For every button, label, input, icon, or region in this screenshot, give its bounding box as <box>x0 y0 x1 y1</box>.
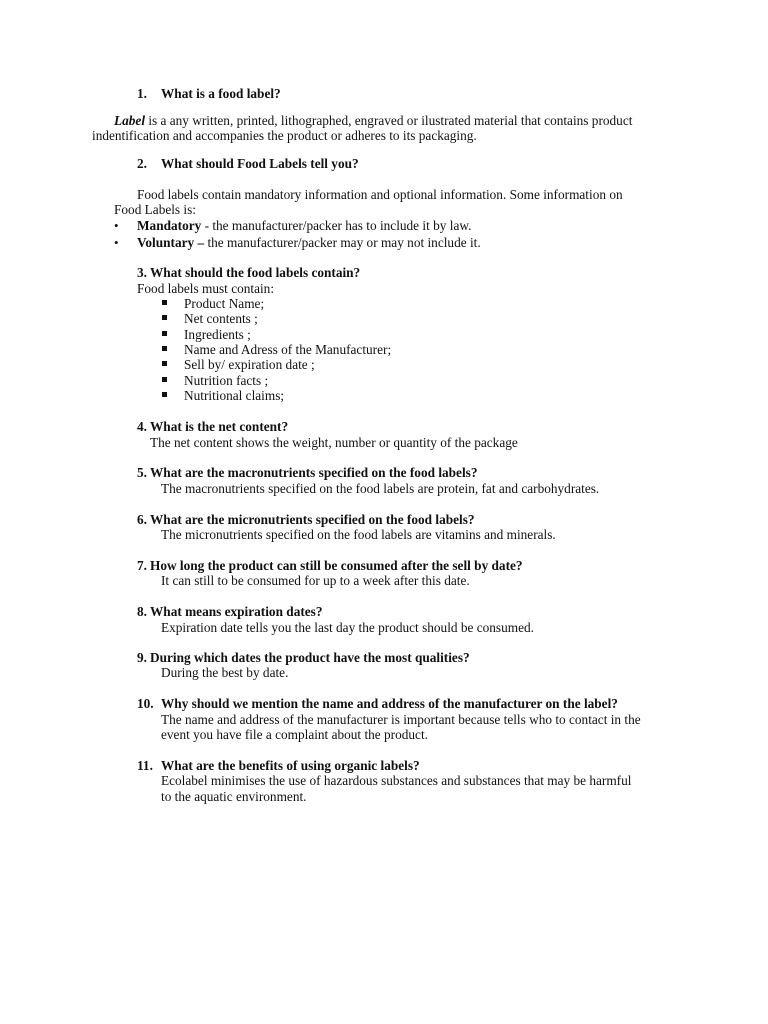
q2-item-term: Voluntary – <box>137 235 205 250</box>
q2-intro-line1: Food labels contain mandatory information and optional information. Some information on <box>137 187 623 202</box>
q7-number: 7. <box>137 558 147 573</box>
q4-number: 4. <box>137 419 147 434</box>
bullet-square <box>162 392 167 397</box>
q9-answer: During the best by date. <box>161 665 289 680</box>
q3-list-item: Net contents ; <box>184 311 258 326</box>
q3-number: 3. <box>137 265 147 280</box>
q10-question: Why should we mention the name and address of the manufacturer on the label? <box>161 696 618 711</box>
q1-question: What is a food label? <box>161 86 281 101</box>
q9-question: During which dates the product have the most qualities? <box>150 650 470 665</box>
q8-number: 8. <box>137 604 147 619</box>
bullet-square <box>162 300 167 305</box>
q3-question: What should the food labels contain? <box>150 265 361 280</box>
q3-intro: Food labels must contain: <box>137 281 275 296</box>
q8-question: What means expiration dates? <box>150 604 323 619</box>
q6-number: 6. <box>137 512 147 527</box>
q2-item-text: the manufacturer/packer may or may not include it. <box>204 235 481 250</box>
q10-answer-line1: The name and address of the manufacturer is important because tells who to contact in the <box>161 712 641 727</box>
q11-question: What are the benefits of using organic labels? <box>161 758 420 773</box>
q11-answer-line1: Ecolabel minimises the use of hazardous substances and substances that may be harmful <box>161 773 632 788</box>
q2-item-text: - the manufacturer/packer has to include it by law. <box>201 218 472 233</box>
bullet-square <box>162 361 167 366</box>
q6-answer: The micronutrients specified on the food labels are vitamins and minerals. <box>161 527 556 542</box>
q2-item-mandatory <box>137 218 471 233</box>
bullet-square <box>162 377 167 382</box>
q1-answer-line2: indentification and accompanies the product or adheres to its packaging. <box>92 128 477 143</box>
bullet-square <box>162 346 167 351</box>
q11-number: 11. <box>137 758 153 773</box>
q5-answer: The macronutrients specified on the food labels are protein, fat and carbohydrates. <box>161 481 600 496</box>
bullet-dot: • <box>114 218 119 233</box>
q3-list-item: Sell by/ expiration date ; <box>184 357 315 372</box>
q4-question: What is the net content? <box>150 419 289 434</box>
q1-answer-term: Label <box>114 113 146 128</box>
q3-list-item: Nutritional claims; <box>184 388 285 403</box>
q5-number: 5. <box>137 465 147 480</box>
q5-question: What are the macronutrients specified on the food labels? <box>150 465 478 480</box>
q10-number: 10. <box>137 696 154 711</box>
q7-answer: It can still to be consumed for up to a week after this date. <box>161 573 470 588</box>
q1-answer-text: is a any written, printed, lithographed, engraved or ilustrated material that contains product <box>145 113 633 128</box>
q2-item-term: Mandatory <box>137 218 202 233</box>
bullet-square <box>162 315 167 320</box>
q9-number: 9. <box>137 650 147 665</box>
q3-list-item: Nutrition facts ; <box>184 373 269 388</box>
q7-question: How long the product can still be consumed after the sell by date? <box>150 558 523 573</box>
q11-answer-line2: to the aquatic environment. <box>161 789 307 804</box>
q2-item-voluntary <box>137 235 481 250</box>
q3-list-item: Name and Adress of the Manufacturer; <box>184 342 392 357</box>
q10-answer-line2: event you have file a complaint about the product. <box>161 727 428 742</box>
bullet-dot: • <box>114 235 119 250</box>
q6-question: What are the micronutrients specified on the food labels? <box>150 512 475 527</box>
q2-number: 2. <box>137 156 147 171</box>
q2-intro-line2: Food Labels is: <box>114 202 196 217</box>
q3-list-item: Product Name; <box>184 296 265 311</box>
bullet-square <box>162 331 167 336</box>
q8-answer: Expiration date tells you the last day the product should be consumed. <box>161 620 534 635</box>
q2-question: What should Food Labels tell you? <box>161 156 359 171</box>
q1-number: 1. <box>137 86 147 101</box>
q1-answer-line1 <box>114 113 632 128</box>
q4-answer: The net content shows the weight, number or quantity of the package <box>150 435 518 450</box>
q3-list-item: Ingredients ; <box>184 327 251 342</box>
